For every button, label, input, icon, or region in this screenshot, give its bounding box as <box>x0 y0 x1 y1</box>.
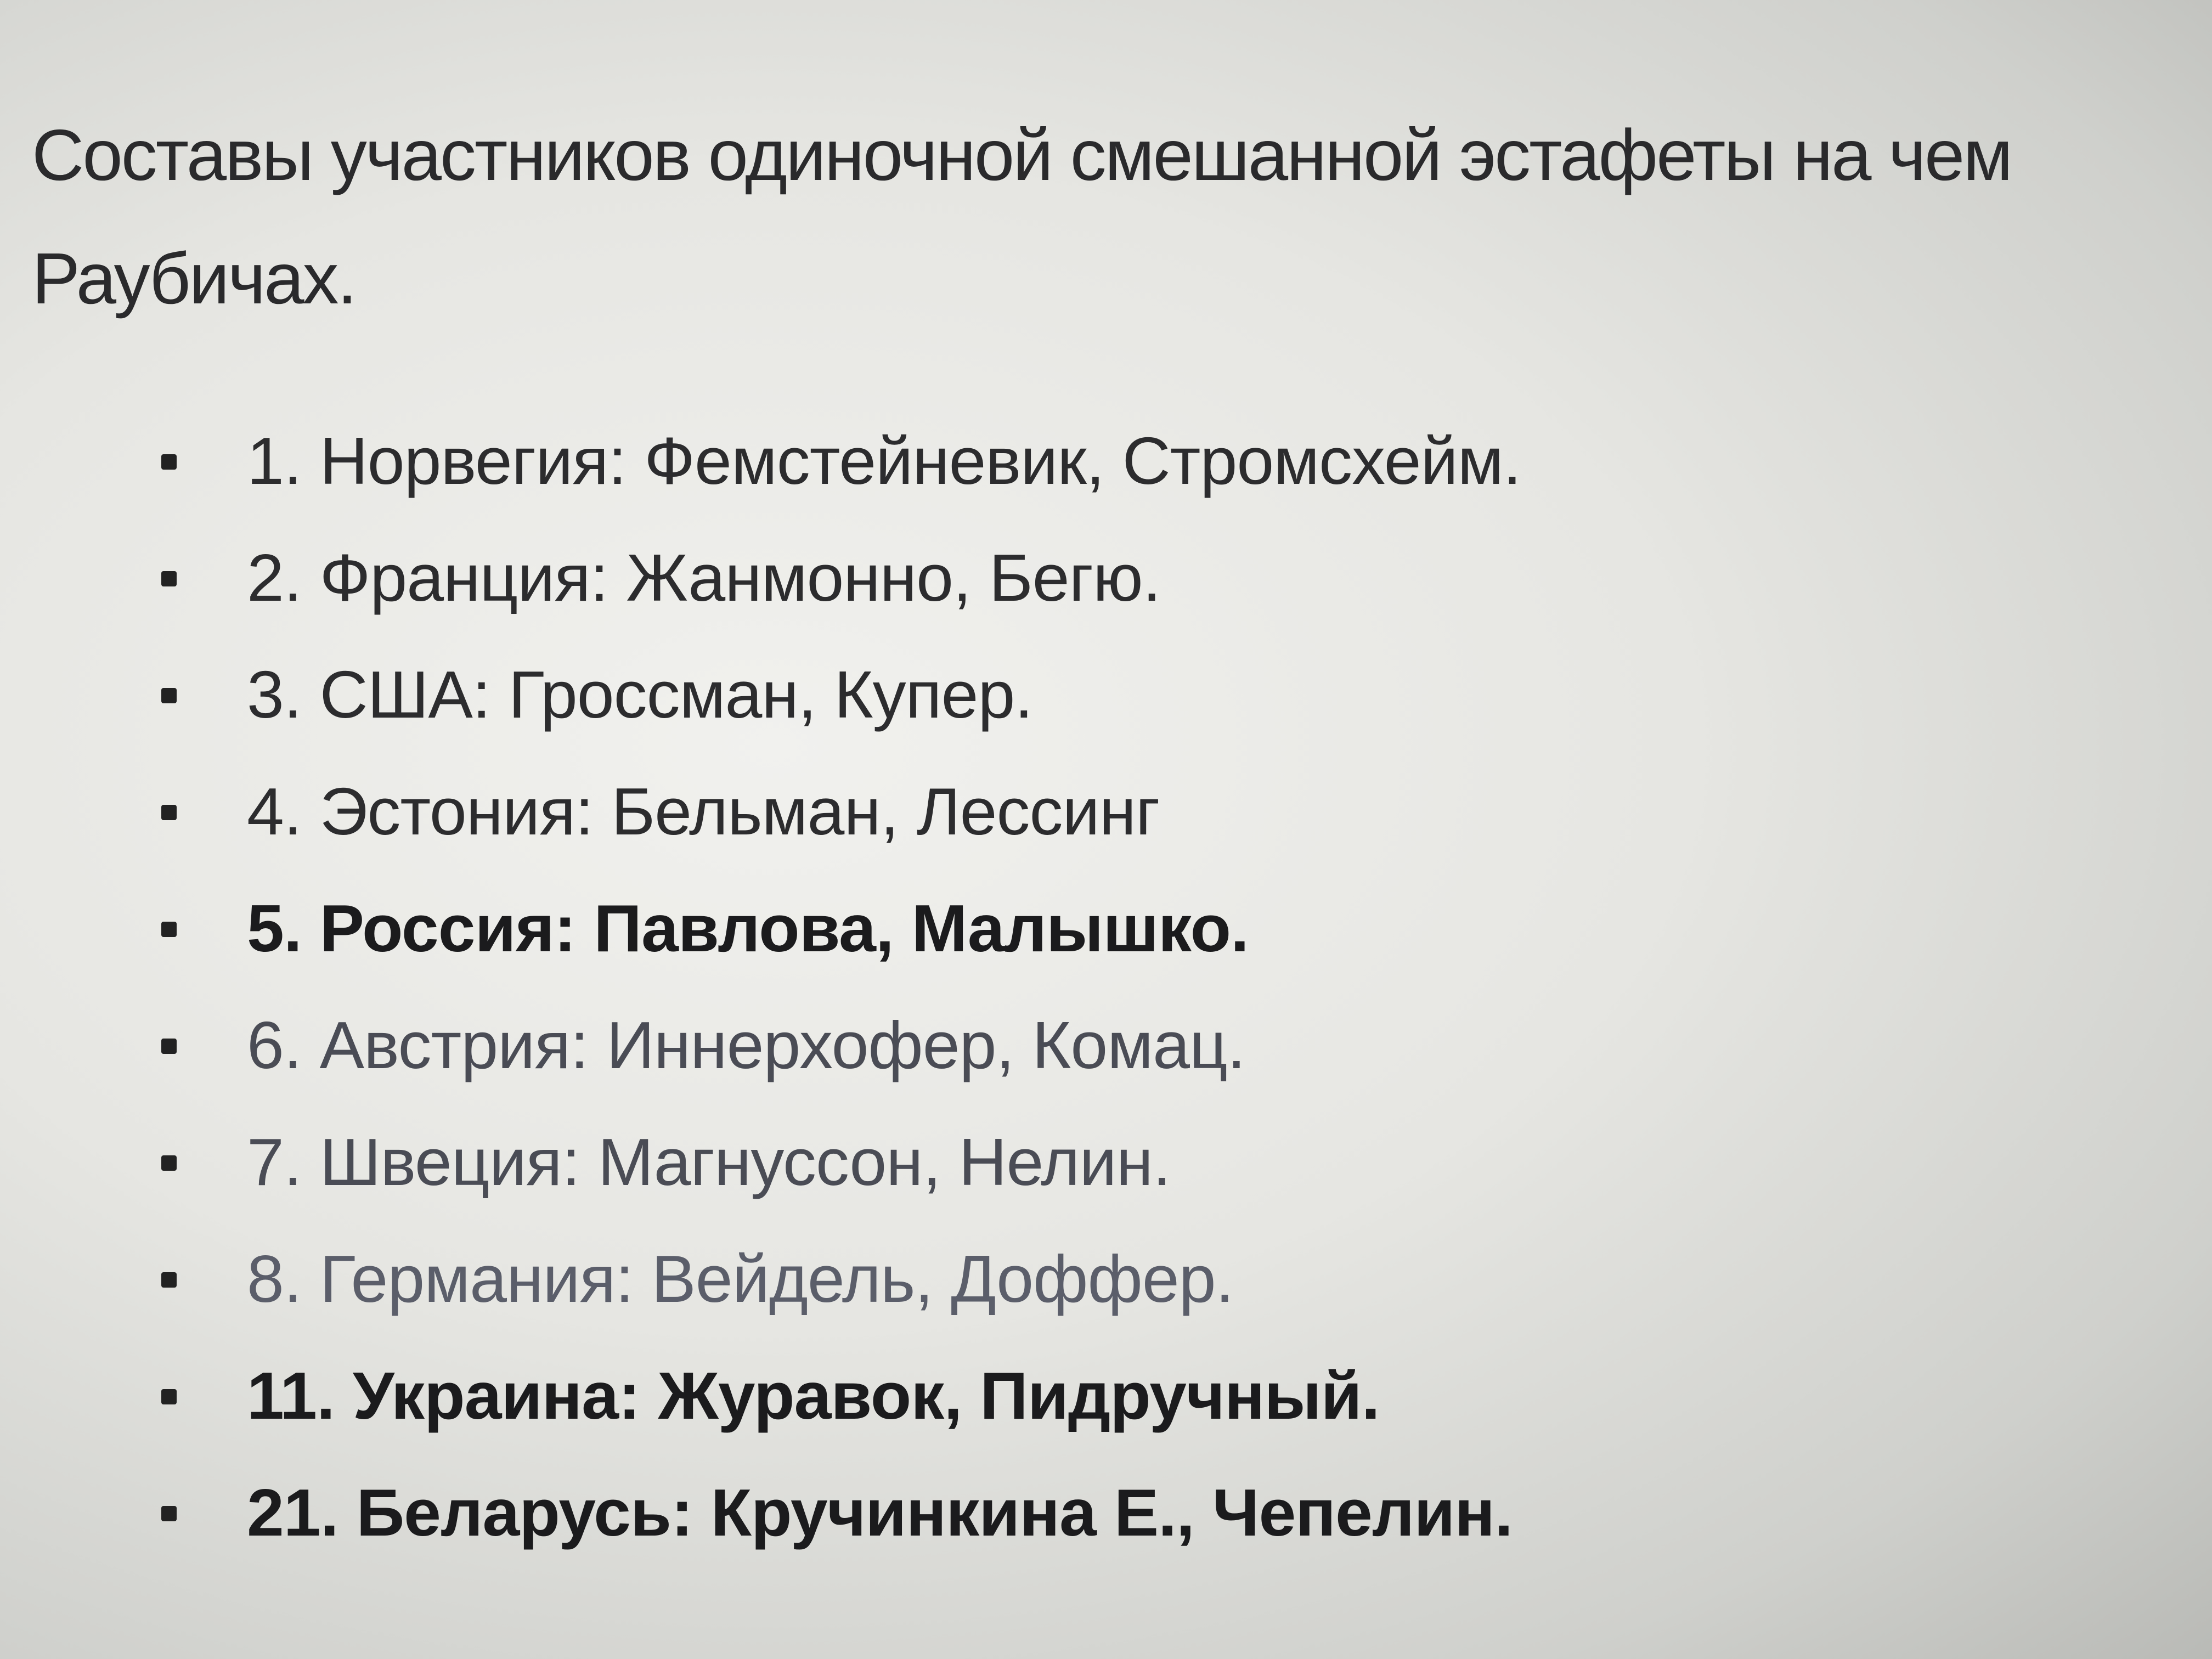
team-entry: 2. Франция: Жанмонно, Бегю. <box>247 540 1161 615</box>
article-heading <box>32 93 2212 340</box>
team-entry: 7. Швеция: Магнуссон, Нелин. <box>247 1125 1171 1199</box>
bullet-icon <box>161 805 177 820</box>
team-entry: 4. Эстония: Бельман, Лессинг <box>247 774 1160 849</box>
bullet-icon <box>161 922 177 937</box>
bullet-icon <box>161 1506 177 1521</box>
heading-line-2: Раубичах. <box>32 238 356 319</box>
bullet-icon <box>161 1155 177 1171</box>
team-entry: 6. Австрия: Иннерхофер, Комац. <box>247 1008 1245 1082</box>
team-entry: 5. Россия: Павлова, Малышко. <box>247 891 1249 966</box>
heading-line-1: Составы участников одиночной смешанной эстафеты на чем <box>32 115 2012 195</box>
bullet-icon <box>161 1039 177 1054</box>
bullet-icon <box>161 1272 177 1288</box>
cut-off-link-text[interactable] <box>82 1629 368 1659</box>
team-entry: 1. Норвегия: Фемстейневик, Стромсхейм. <box>247 424 1521 498</box>
team-entry: 8. Германия: Вейдель, Доффер. <box>247 1242 1234 1316</box>
bullet-icon <box>161 454 177 470</box>
team-entry: 11. Украина: Журавок, Пидручный. <box>247 1358 1380 1433</box>
team-entry: 3. США: Гроссман, Купер. <box>247 657 1033 732</box>
bullet-icon <box>161 688 177 703</box>
team-entry: 21. Беларусь: Кручинкина Е., Чепелин. <box>247 1475 1513 1550</box>
bullet-icon <box>161 571 177 586</box>
bullet-icon <box>161 1389 177 1404</box>
